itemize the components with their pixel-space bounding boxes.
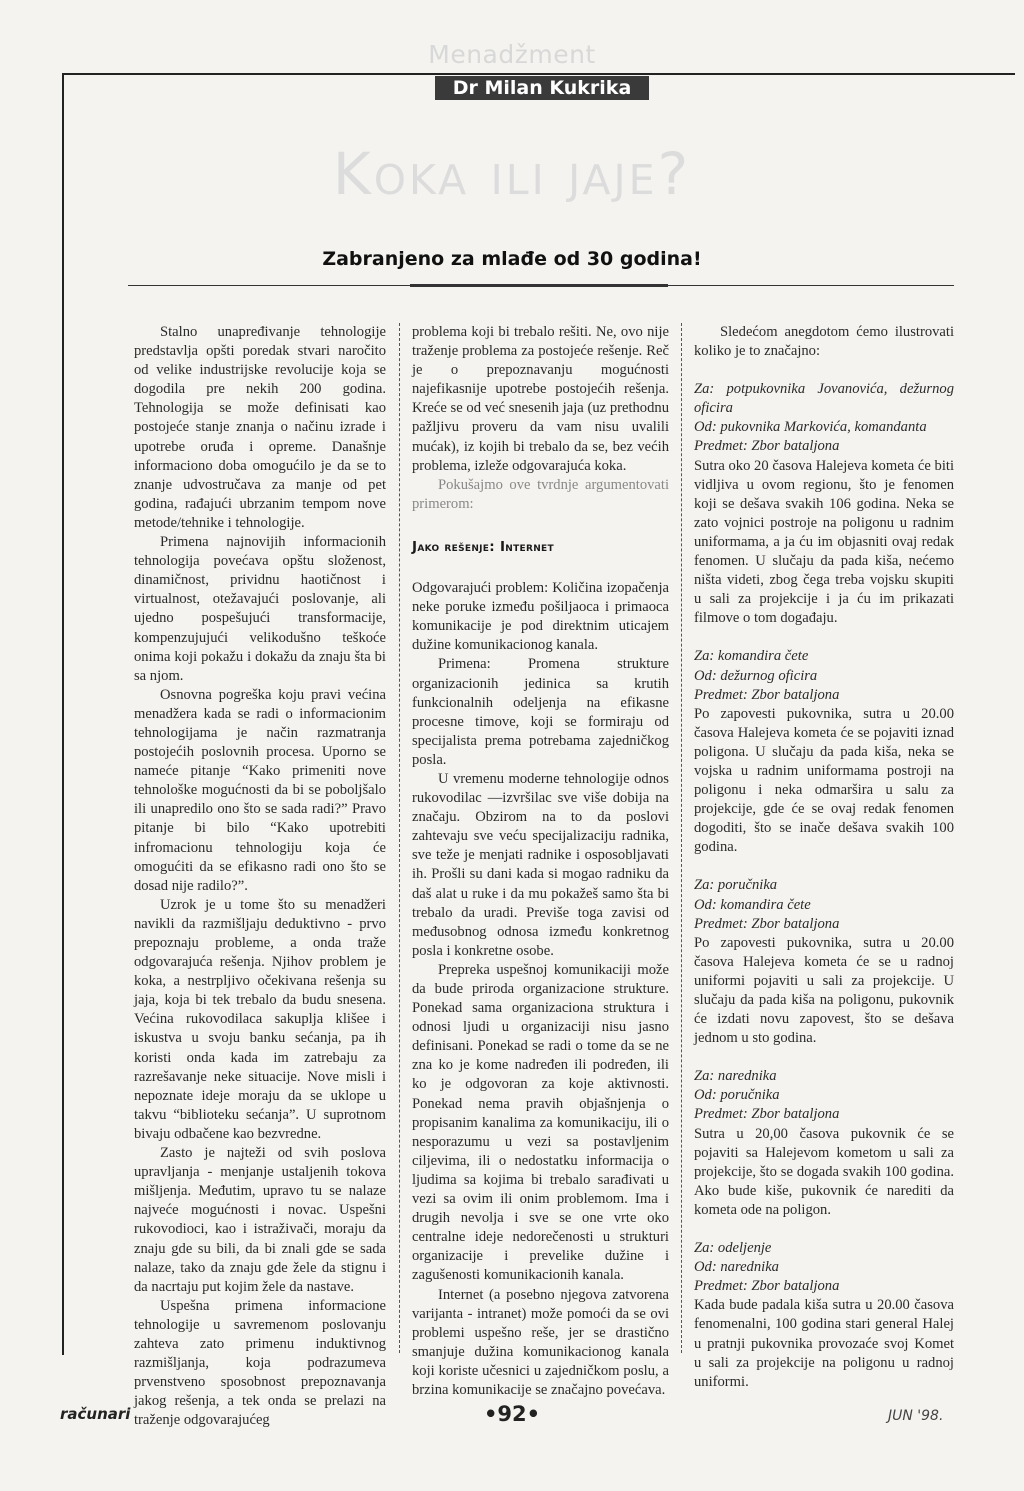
memo-from: Od: dežurnog oficira	[694, 667, 818, 684]
memo-to: Za: poručnika	[694, 877, 778, 894]
memo-to: Za: komandira čete	[694, 648, 809, 665]
article-title: Koka ili jaje?	[332, 140, 692, 208]
memo-body: Po zapovesti pukovnika, sutra u 20.00 časova Halejeva kometa će se pojaviti iznad poligona. U slučaju da pada kiša, neka se vojska u radnim uniformama postroji na poligonu i neka odmaršira u salu za projekcije, gde će se ovaj redak fenomen dogoditi, što se inače dešava svakih 100 godina.	[694, 705, 954, 856]
paragraph: Stalno unapređivanje tehnologije predstavlja opšti poredak stvari naročito od velike industrijske revolucije koja se dogodila pre nekih 200 godina. Tehnologija se može definisati kao postojeće stanje znanja o načinu izrade i upotrebe oruđa i opreme. Današnje informaciono doba omogućilo je da se to znanje udvostručava za manje od pet godina, rađajući ubrzanim tempom nove metode/tehnike i tehnologije.	[134, 324, 386, 531]
memo-body: Sutra u 20,00 časova pukovnik će se pojaviti sa Halejevom kometom u sali za projekcije, što se dogada svakih 100 godina. Ako bude kiše, pukovnik će narediti da kometa ode na poligon.	[694, 1125, 954, 1218]
magazine-logo: računari	[60, 1405, 131, 1423]
column-divider	[681, 323, 682, 1353]
memo-from: Od: komandira čete	[694, 896, 811, 913]
paragraph: Uspešna primena informacione tehnologije u savremenom poslovanju zahteva zato primenu induktivnog razmišljanja, koja podrazumeva prvenstveno sposobnost prepoznavanja jakog rešenja, a tek onda se prelazi na traženje odgovarajućeg	[134, 1297, 386, 1429]
paragraph: Primena: Promena strukture organizacionih jedinica sa krutih funkcionalnih odeljenja na efikasne procesne timove, koji se formiraju od specijalista prema potrebama zajedničkog posla.	[412, 656, 669, 768]
memo-to: Za: potpukovnika Jovanovića, dežurnog oficira	[694, 381, 954, 417]
column-divider	[399, 323, 400, 1353]
paragraph: Uzrok je u tome što su menadžeri navikli da razmišljaju deduktivno - prvo prepoznaju probleme, a onda traže odgovarajuća rešenja. Njihov problem je koka, a nestrpljivo očekivana rešenja su jaja, koja bi tek trebalo da budu snesena. Većina rukovodilaca sakuplja klišee i iskustva u svoju banku sećanja, pa ih koristi onda kada im zatrebaju za razrešavanje neke situacije. Nove misli i nepoznate ideje moraju da se uklope u takvu “biblioteku sećanja”. U suprotnom bivaju odbačene kao bezvredne.	[134, 896, 386, 1142]
memo	[694, 1239, 954, 1392]
memo	[694, 380, 954, 628]
memo	[694, 647, 954, 857]
issue-date: JUN '98.	[888, 1408, 944, 1424]
memo	[694, 876, 954, 1048]
memo-from: Od: narednika	[694, 1259, 779, 1276]
frame-top-line	[62, 73, 1015, 75]
memo	[694, 1067, 954, 1220]
paragraph: Sledećom anegdotom ćemo ilustrovati koliko je to značajno:	[694, 324, 954, 360]
paragraph: Osnovna pogreška koju pravi većina menadžera kada se radi o informacionim tehnologijama je način razmatranja postojećih poslovnih procesa. Uporno se nameće pitanje “Kako primeniti nove tehnološke mogućnosti da bi se poboljšalo ili unapredilo ono što se sada radi?” Pravo pitanje bi bilo “Kako upotrebiti infromacionu tehnologiju koja će omogućiti da se efikasno radi ono što se dosad nije radilo?”.	[134, 686, 386, 894]
memo-from: Od: poručnika	[694, 1087, 780, 1104]
column-1	[134, 323, 386, 1430]
memo-to: Za: narednika	[694, 1068, 777, 1085]
paragraph: Internet (a posebno njegova zatvorena varijanta - intranet) može pomoći da se ovi problemi uspešno reše, jer se drastično smanjuje dužina komunikacionog kanala koji koriste učesnici u zajedničkom poslu, a brzina komunikacije se značajno povećava.	[412, 1286, 669, 1398]
paragraph: Zasto je najteži od svih poslova upravljanja - menjanje ustaljenih tokova mišljenja. Međutim, upravo tu se nalaze najveće mogućnosti i novac. Uspešni rukovodioci, kao i istraživači, moraju da znaju gde su bili, da bi znali gde se sada nalaze, tako da znaju gde žele da stignu i da nacrtaju put kojim žele da nastave.	[134, 1145, 386, 1295]
paragraph: Primena najnovijih informacionih tehnologija povećava opštu složenost, dinamičnost, prividnu haotičnost i virtualnost, otežavajući poslovanje, ali ujedno pospešujući transformacije, kompenzujujući velikodušno teškoće onima koji pokažu i dokažu da znaju šta bi sa njom.	[134, 534, 386, 684]
paragraph: problema koji bi trebalo rešiti. Ne, ovo nije traženje problema za postojeće rešenje. Reč je o prepoznavanju mogućnosti najefikasnije upotrebe postojećih rešenja. Kreće se od već snesenih jaja (uz prethodnu pažljivu proveru da vam nisu uvalili mućak), iz kojih bi trebalo da se, bez većih problema, izleže odgovarajuća koka.	[412, 324, 669, 474]
column-3	[694, 323, 954, 1392]
paragraph: Prepreka uspešnoj komunikaciji može da bude priroda organizacione strukture. Ponekad sama organizaciona struktura i odnosi ljudi u organizaciji nisu jasno definisani. Ponekad se radi o tome da se ne zna ko je kome nadređen ili podređen, ili ko je odgovoran za koje aktivnosti. Ponekad nema pravih objašnjenja o propisanim kanalima za komunikaciju, ili o nesporazumu u vezi sa postavljenim ciljevima, ili o nedostatku informacija o ljudima sa kojima bi trebalo sarađivati u vezi sa ovim ili onim problemom. Ima i drugih nevolja i sve se one vrte oko centralne ideje nedorečenosti u strukturi organizacije i prevelike dužine i zagušenosti komunikacionih kanala.	[412, 961, 669, 1284]
page-number: •92•	[483, 1402, 541, 1426]
memo-from: Od: pukovnika Markovića, komandanta	[694, 419, 927, 436]
memo-body: Sutra oko 20 časova Halejeva kometa će biti vidljiva u ovom regionu, što je fenomen koji se dešava svakih 106 godina. Neka se zato vojnici postroje na poligonu u radnim uniformama, a ja ću im objasniti ovaj redak fenomen. U slučaju da pada kiša, nećemo ništa videti, zbog čega treba vojsku skupiti u sali za projekcije i ja ću im prikazati filmove o tom događaju.	[694, 457, 954, 627]
title-rule-accent	[410, 284, 668, 287]
paragraph: Odgovarajući problem: Količina izopačenja neke poruke između pošiljaoca i primaoca komunikacije je pod direktnim uticajem dužine komunikacionog kanala.	[412, 580, 669, 654]
section-rubric: Menadžment	[428, 40, 596, 69]
memo-subject: Predmet: Zbor bataljona	[694, 1106, 840, 1123]
memo-body: Kada bude padala kiša sutra u 20.00 časova fenomenalni, 100 godina stari general Halej u pratnji pukovnika provozaće svoj Komet u sali za projekcije na poligonu u radnoj uniformi.	[694, 1297, 954, 1390]
memo-body: Po zapovesti pukovnika, sutra u 20.00 časova Halejeva kometa će se u radnoj uniformi pojaviti u sali za projekcije. U slučaju da pada kiša na poligonu, pukovnik će izdati novu zapovest, što se dešava jednom u sto godina.	[694, 934, 954, 1047]
memo-subject: Predmet: Zbor bataljona	[694, 438, 840, 455]
memo-subject: Predmet: Zbor bataljona	[694, 915, 840, 932]
memo-to: Za: odeljenje	[694, 1240, 772, 1257]
author-banner: Dr Milan Kukrika	[435, 76, 649, 100]
memo-subject: Predmet: Zbor bataljona	[694, 1278, 840, 1295]
section-heading: Jako rešenje: Internet	[412, 538, 554, 555]
memo-subject: Predmet: Zbor bataljona	[694, 686, 840, 703]
paragraph: Pokušajmo ove tvrdnje argumentovati primerom:	[412, 476, 669, 512]
article-subtitle: Zabranjeno za mlađe od 30 godina!	[322, 248, 702, 270]
column-2	[412, 323, 669, 1400]
paragraph: U vremenu moderne tehnologije odnos rukovodilac —izvršilac sve više dobija na značaju. Obzirom na to da poslovi zahtevaju sve veću specijalizaciju radnika, sve teže je menjati radnike i osposobljavati ih. Prošli su dani kada si mogao radniku da daš alat u ruke i da mu pokažeš samo šta bi trebalo da uradi. Previše toga zavisi od međusobnog odnosa između konkretnog posla i konkretne osobe.	[412, 770, 669, 959]
